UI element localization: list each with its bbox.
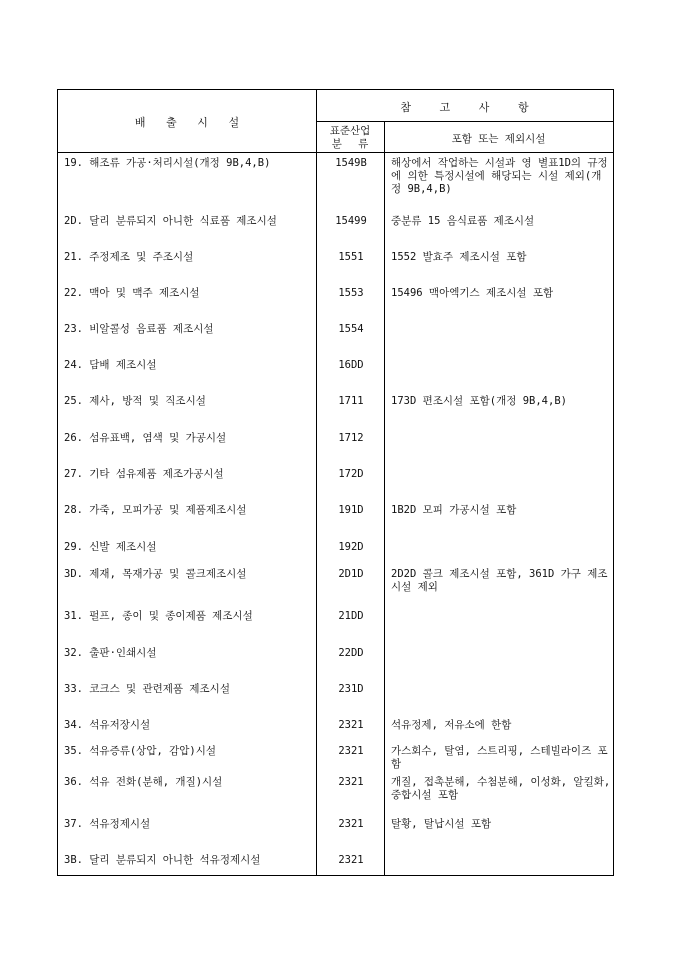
facility-name: 19. 해조류 가공·처리시설(개정 9B,4,B) (64, 157, 271, 169)
facility-name: 33. 코크스 및 관련제품 제조시설 (64, 683, 230, 695)
industry-code: 2D1D (338, 568, 364, 580)
facility-name: 3B. 달리 분류되지 아니한 석유정제시설 (64, 854, 261, 866)
industry-code: 21DD (338, 610, 364, 622)
divider-code-note (384, 121, 385, 875)
industry-code: 2321 (338, 745, 364, 757)
reference-note: 2D2D 콜크 제조시설 포함, 361D 가구 제조시설 제외 (391, 568, 608, 593)
facility-name: 25. 제사, 방적 및 직조시설 (64, 395, 206, 407)
industry-code: 192D (338, 541, 364, 553)
industry-code: 2321 (338, 818, 364, 830)
reference-note: 1552 발효주 제조시설 포함 (391, 251, 527, 263)
facility-table (57, 89, 614, 876)
header-code-line1: 표준산업 (329, 125, 371, 137)
industry-code: 1711 (338, 395, 364, 407)
reference-note: 석유정제, 저유소에 한함 (391, 719, 512, 731)
facility-name: 34. 석유저장시설 (64, 719, 151, 731)
industry-code: 1712 (338, 432, 364, 444)
facility-name: 22. 맥아 및 맥주 제조시설 (64, 287, 200, 299)
industry-code: 1553 (338, 287, 364, 299)
header-reference: 참 고 사 항 (400, 101, 529, 114)
facility-name: 3D. 제재, 목재가공 및 콜크제조시설 (64, 568, 247, 580)
reference-note: 15496 맥아엑기스 제조시설 포함 (391, 287, 554, 299)
reference-note: 1B2D 모피 가공시설 포함 (391, 504, 517, 516)
facility-name: 21. 주정제조 및 주조시설 (64, 251, 194, 263)
facility-name: 27. 기타 섬유제품 제조가공시설 (64, 468, 224, 480)
industry-code: 1549B (335, 157, 367, 169)
divider-facility-code (316, 90, 317, 875)
industry-code: 2321 (338, 776, 364, 788)
facility-name: 2D. 달리 분류되지 아니한 식료품 제조시설 (64, 215, 277, 227)
divider-header-body (58, 152, 613, 153)
header-facility: 배 출 시 설 (134, 116, 240, 129)
divider-reference-header (316, 121, 613, 122)
industry-code: 15499 (335, 215, 367, 227)
industry-code: 191D (338, 504, 364, 516)
industry-code: 231D (338, 683, 364, 695)
industry-code: 172D (338, 468, 364, 480)
industry-code: 2321 (338, 719, 364, 731)
facility-name: 28. 가죽, 모피가공 및 제품제조시설 (64, 504, 247, 516)
header-include-exclude: 포함 또는 제외시설 (451, 133, 546, 145)
industry-code: 16DD (338, 359, 364, 371)
facility-name: 29. 신발 제조시설 (64, 541, 157, 553)
reference-note: 중분류 15 음식료품 제조시설 (391, 215, 535, 227)
reference-note: 해상에서 작업하는 시설과 영 별표1D의 규정에 의한 특정시설에 해당되는 시설 제외(개정 9B,4,B) (391, 157, 608, 195)
industry-code: 2321 (338, 854, 364, 866)
facility-name: 37. 석유정제시설 (64, 818, 151, 830)
facility-name: 35. 석유증류(상압, 감압)시설 (64, 745, 217, 757)
header-code-line2: 분 류 (331, 138, 369, 150)
reference-note: 가스회수, 탈염, 스트리핑, 스테빌라이즈 포함 (391, 745, 608, 770)
reference-note: 개질, 접촉분해, 수첨분해, 이성화, 알킬화, 중합시설 포함 (391, 776, 611, 801)
facility-name: 31. 펄프, 종이 및 종이제품 제조시설 (64, 610, 253, 622)
industry-code: 1551 (338, 251, 364, 263)
facility-name: 36. 석유 전화(분해, 개질)시설 (64, 776, 223, 788)
facility-name: 24. 담배 제조시설 (64, 359, 157, 371)
reference-note: 탈황, 탈납시설 포함 (391, 818, 492, 830)
industry-code: 22DD (338, 647, 364, 659)
industry-code: 1554 (338, 323, 364, 335)
facility-name: 32. 출판·인쇄시설 (64, 647, 157, 659)
reference-note: 173D 편조시설 포함(개정 9B,4,B) (391, 395, 567, 407)
facility-name: 26. 섬유표백, 염색 및 가공시설 (64, 432, 227, 444)
facility-name: 23. 비알콜성 음료품 제조시설 (64, 323, 214, 335)
